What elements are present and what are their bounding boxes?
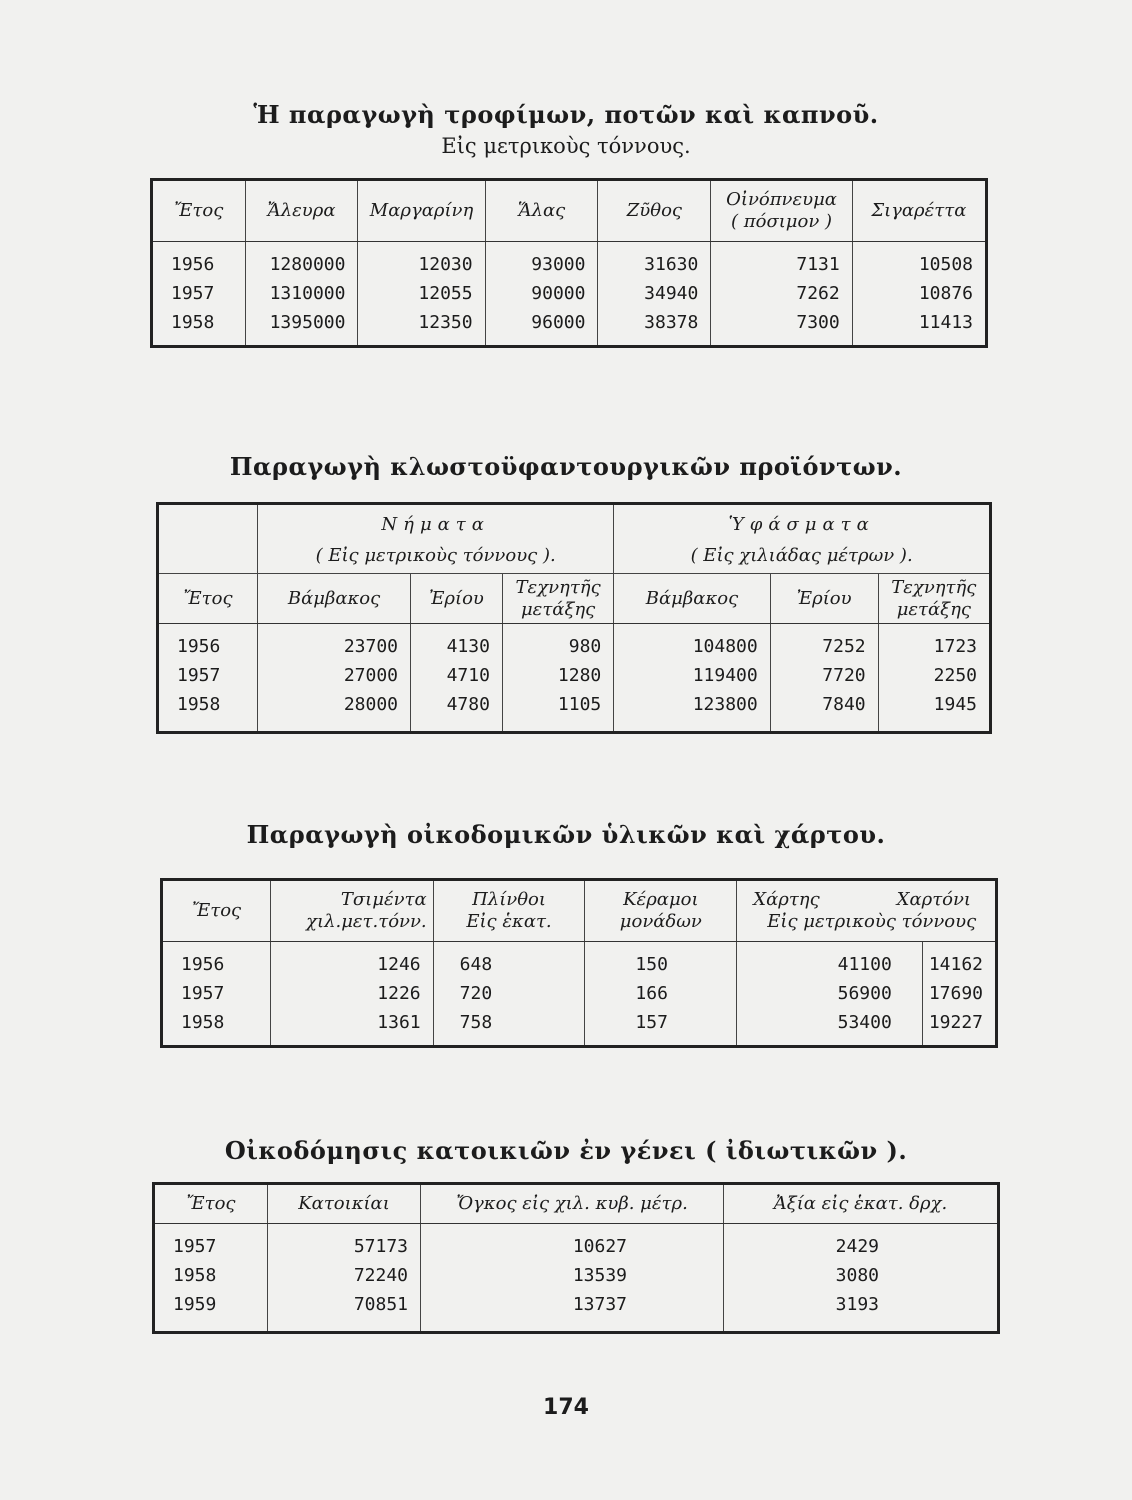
cell: 1959 bbox=[154, 1290, 268, 1333]
cell: 119400 bbox=[614, 661, 770, 690]
cell: 7131 bbox=[711, 242, 852, 280]
table-row bbox=[162, 942, 997, 980]
col-bricks bbox=[433, 880, 585, 942]
cell: 1226 bbox=[271, 979, 433, 1008]
housing-construction-table bbox=[152, 1182, 1000, 1334]
col-rayon-yarn bbox=[502, 574, 613, 624]
col-year: Ἔτος bbox=[154, 1184, 268, 1224]
cell: 2429 bbox=[724, 1224, 999, 1262]
cell: 1956 bbox=[162, 942, 271, 980]
table-row bbox=[158, 661, 991, 690]
cell: 1957 bbox=[154, 1224, 268, 1262]
cell: 72240 bbox=[268, 1261, 421, 1290]
col-rayon-fabric-line1: Τεχνητῆς bbox=[891, 576, 977, 598]
col-cement-line2: χιλ.μετ.τόνν. bbox=[306, 911, 427, 932]
cell: 1958 bbox=[158, 690, 258, 733]
cell: 1280 bbox=[502, 661, 613, 690]
cell: 13539 bbox=[421, 1261, 724, 1290]
cell: 41100 bbox=[737, 942, 923, 980]
cell: 166 bbox=[585, 979, 737, 1008]
cell: 1957 bbox=[152, 279, 246, 308]
table-row bbox=[154, 1224, 999, 1262]
col-cement bbox=[271, 880, 433, 942]
table-row bbox=[154, 1261, 999, 1290]
cell: 1958 bbox=[152, 308, 246, 347]
table-row bbox=[158, 690, 991, 733]
table-row bbox=[154, 1290, 999, 1333]
cell: 758 bbox=[433, 1008, 585, 1047]
cell: 720 bbox=[433, 979, 585, 1008]
col-cotton-fabric: Βάμβακος bbox=[614, 574, 770, 624]
col-beer: Ζῦθος bbox=[598, 180, 711, 242]
cell: 56900 bbox=[737, 979, 923, 1008]
cell: 1723 bbox=[878, 624, 990, 662]
cell: 11413 bbox=[852, 308, 986, 347]
cell: 4130 bbox=[411, 624, 503, 662]
col-value: Ἀξία εἰς ἑκατ. δρχ. bbox=[724, 1184, 999, 1224]
cell: 31630 bbox=[598, 242, 711, 280]
col-cotton-yarn: Βάμβακος bbox=[258, 574, 411, 624]
col-bricks-line2: Εἰς ἑκατ. bbox=[466, 911, 552, 932]
cell: 150 bbox=[585, 942, 737, 980]
cell: 3080 bbox=[724, 1261, 999, 1290]
col-rayon-line1: Τεχνητῆς bbox=[515, 576, 601, 598]
cell: 1310000 bbox=[245, 279, 358, 308]
cell: 1957 bbox=[158, 661, 258, 690]
cell: 4780 bbox=[411, 690, 503, 733]
cell: 1361 bbox=[271, 1008, 433, 1047]
cell: 123800 bbox=[614, 690, 770, 733]
col-year: Ἔτος bbox=[152, 180, 246, 242]
col-dwellings: Κατοικίαι bbox=[268, 1184, 421, 1224]
col-salt: Ἅλας bbox=[485, 180, 598, 242]
col-year: Ἔτος bbox=[162, 880, 271, 942]
section1-title: Ἡ παραγωγὴ τροφίμων, ποτῶν καὶ καπνοῦ. bbox=[253, 100, 879, 129]
col-empty-top bbox=[158, 504, 258, 574]
col-cardboard-label: Χαρτόνι bbox=[896, 889, 971, 910]
textile-production-table bbox=[156, 502, 992, 734]
cell: 7252 bbox=[770, 624, 878, 662]
cell: 7720 bbox=[770, 661, 878, 690]
cell: 157 bbox=[585, 1008, 737, 1047]
col-alcohol-line2: ( πόσιμον ) bbox=[731, 211, 833, 232]
col-rayon-fabric bbox=[878, 574, 990, 624]
cell: 53400 bbox=[737, 1008, 923, 1047]
col-paper-unit: Εἰς μετρικοὺς τόννους bbox=[767, 911, 977, 932]
section3-title: Παραγωγὴ οἰκοδομικῶν ὑλικῶν καὶ χάρτου. bbox=[246, 820, 886, 849]
cell: 12055 bbox=[358, 279, 485, 308]
col-margarine: Μαργαρίνη bbox=[358, 180, 485, 242]
section1-subtitle: Εἰς μετρικοὺς τόννους. bbox=[441, 134, 691, 158]
table-row bbox=[162, 979, 997, 1008]
section2-title: Παραγωγὴ κλωστοϋφαντουργικῶν προϊόντων. bbox=[229, 452, 903, 481]
building-materials-table bbox=[160, 878, 998, 1048]
cell: 1956 bbox=[152, 242, 246, 280]
cell: 1945 bbox=[878, 690, 990, 733]
table-row bbox=[162, 1008, 997, 1047]
cell: 1956 bbox=[158, 624, 258, 662]
cell: 1395000 bbox=[245, 308, 358, 347]
cell: 1958 bbox=[162, 1008, 271, 1047]
cell: 2250 bbox=[878, 661, 990, 690]
col-paper-label: Χάρτης bbox=[753, 889, 820, 910]
col-bricks-line1: Πλίνθοι bbox=[472, 889, 546, 910]
cell: 57173 bbox=[268, 1224, 421, 1262]
cell: 7840 bbox=[770, 690, 878, 733]
col-alcohol bbox=[711, 180, 852, 242]
paper-cardboard-line1 bbox=[753, 889, 989, 911]
cell: 980 bbox=[502, 624, 613, 662]
cell: 93000 bbox=[485, 242, 598, 280]
col-wool-yarn: Ἐρίου bbox=[411, 574, 503, 624]
section4-title: Οἰκοδόμησις κατοικιῶν ἐν γένει ( ἰδιωτικῶν ). bbox=[224, 1136, 908, 1165]
col-paper-cardboard bbox=[737, 880, 997, 942]
table-row bbox=[152, 308, 987, 347]
cell: 17690 bbox=[922, 979, 996, 1008]
cell: 27000 bbox=[258, 661, 411, 690]
cell: 12350 bbox=[358, 308, 485, 347]
col-rayon-line2: μετάξης bbox=[520, 598, 596, 620]
cell: 1280000 bbox=[245, 242, 358, 280]
cell: 13737 bbox=[421, 1290, 724, 1333]
table-row bbox=[158, 624, 991, 662]
col-tiles-line2: μονάδων bbox=[619, 911, 702, 932]
cell: 104800 bbox=[614, 624, 770, 662]
cell: 648 bbox=[433, 942, 585, 980]
table-row bbox=[152, 279, 987, 308]
cell: 1957 bbox=[162, 979, 271, 1008]
col-wool-fabric: Ἐρίου bbox=[770, 574, 878, 624]
col-tiles bbox=[585, 880, 737, 942]
cell: 23700 bbox=[258, 624, 411, 662]
cell: 10627 bbox=[421, 1224, 724, 1262]
cell: 10508 bbox=[852, 242, 986, 280]
col-volume: Ὄγκος εἰς χιλ. κυβ. μέτρ. bbox=[421, 1184, 724, 1224]
cell: 28000 bbox=[258, 690, 411, 733]
cell: 34940 bbox=[598, 279, 711, 308]
cell: 38378 bbox=[598, 308, 711, 347]
col-tiles-line1: Κέραμοι bbox=[623, 889, 699, 910]
cell: 10876 bbox=[852, 279, 986, 308]
group-yarns: Νήματα bbox=[258, 504, 614, 540]
cell: 4710 bbox=[411, 661, 503, 690]
col-cigarettes: Σιγαρέττα bbox=[852, 180, 986, 242]
food-production-table bbox=[150, 178, 988, 348]
group-fabrics-unit: ( Εἰς χιλιάδας μέτρων ). bbox=[614, 540, 991, 574]
cell: 1246 bbox=[271, 942, 433, 980]
col-alcohol-line1: Οἰνόπνευμα bbox=[726, 189, 837, 210]
cell: 1105 bbox=[502, 690, 613, 733]
col-year: Ἔτος bbox=[158, 574, 258, 624]
table-row bbox=[152, 242, 987, 280]
group-fabrics: Ὑφάσματα bbox=[614, 504, 991, 540]
cell: 70851 bbox=[268, 1290, 421, 1333]
cell: 12030 bbox=[358, 242, 485, 280]
group-yarns-unit: ( Εἰς μετρικοὺς τόννους ). bbox=[258, 540, 614, 574]
cell: 19227 bbox=[922, 1008, 996, 1047]
col-rayon-fabric-line2: μετάξης bbox=[896, 598, 971, 620]
col-flour: Ἄλευρα bbox=[245, 180, 358, 242]
cell: 7300 bbox=[711, 308, 852, 347]
page-number: 174 bbox=[543, 1395, 589, 1420]
cell: 14162 bbox=[922, 942, 996, 980]
cell: 7262 bbox=[711, 279, 852, 308]
col-cement-line1: Τσιμέντα bbox=[340, 889, 427, 910]
cell: 90000 bbox=[485, 279, 598, 308]
cell: 3193 bbox=[724, 1290, 999, 1333]
cell: 96000 bbox=[485, 308, 598, 347]
cell: 1958 bbox=[154, 1261, 268, 1290]
